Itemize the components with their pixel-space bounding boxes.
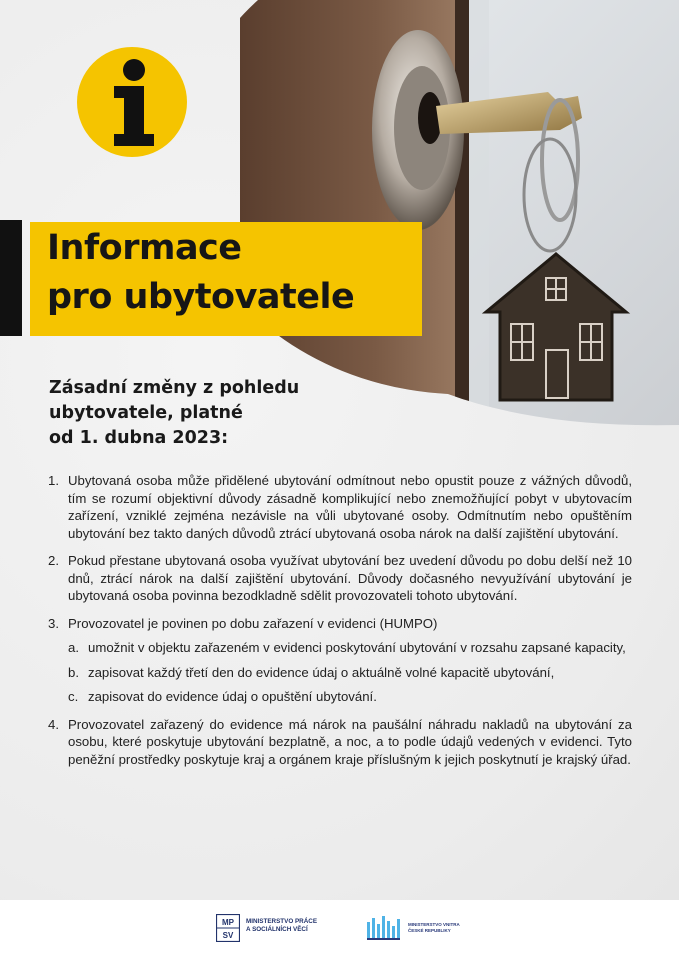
- page-title-line1: Informace: [47, 228, 242, 268]
- subtitle-line3: od 1. dubna 2023:: [49, 428, 229, 448]
- list-item-number: 3.: [48, 615, 59, 631]
- mpsv-name-line1: MINISTERSTVO PRÁCE: [246, 918, 318, 925]
- list-item-text: Provozovatel zařazený do evidence má nárok na paušální náhradu nakladů na ubytování za osobu, které poskytuje ubytování bezplatně, a noc, a to podle údajů vedených v evidenci. Tyto peněžní prostředky poskytuje kraj a orgánem kraje příslušným k jejich poskytnutí je krajský úřad.: [68, 716, 632, 767]
- changes-list: [48, 472, 632, 778]
- subtitle-line1: Zásadní změny z pohledu: [49, 378, 300, 398]
- list-item-text: Pokud přestane ubytovaná osoba využívat ubytování bez uvedení důvodu po dobu delší než 10 dnů, ztrácí nárok na další zajištění ubytování. Důvody dočasného nevyužívání ubytování je ubytovaná osoba povinna bezodkladně sdělit provozovateli tohoto ubytování.: [68, 553, 632, 603]
- list-item: [48, 472, 632, 542]
- sub-item: [68, 664, 632, 682]
- subtitle: [49, 376, 379, 451]
- list-item-number: 4.: [48, 716, 59, 732]
- list-item: [48, 615, 632, 706]
- mv-logo: [365, 912, 405, 942]
- sub-item-letter: c.: [68, 689, 79, 704]
- mpsv-name-line2: A SOCIÁLNÍCH VĚCÍ: [246, 926, 308, 933]
- sub-item-letter: a.: [68, 640, 79, 655]
- sub-item-letter: b.: [68, 664, 79, 680]
- list-item: [48, 716, 632, 769]
- mpsv-name: [246, 918, 317, 934]
- sub-item: [68, 639, 632, 657]
- sub-item: [68, 688, 632, 706]
- list-item-text: Ubytovaná osoba může přidělené ubytování odmítnout nebo opustit pouze z vážných důvodů, tím se rozumí objektivní důvody zásadně komplikující nebo znemožňující pobyt v ubytovacím zařízení, vzniklé zejména nezávisle na vůli ubytované osoby. Odmítnutím nebo opuštěním ubytování bez takto daných důvodů ztrácí ubytovaná osoba nárok na další zajištění ubytování.: [68, 473, 632, 541]
- info-icon: [76, 46, 188, 158]
- list-item-text: Provozovatel je povinen po dobu zařazení v evidenci (HUMPO): [68, 615, 438, 631]
- svg-text:SV: SV: [222, 931, 234, 940]
- sub-item-text: zapisovat do evidence údaj o opuštění ubytování.: [88, 689, 377, 704]
- subtitle-line2: ubytovatele, platné: [49, 403, 243, 423]
- list-item-number: 1.: [48, 473, 59, 488]
- sub-item-text: umožnit v objektu zařazeném v evidenci poskytování ubytování v rozsahu zapsané kapacity,: [88, 640, 626, 655]
- title-accent-bar: [0, 220, 22, 336]
- mv-name-line2: ČESKÉ REPUBLIKY: [408, 928, 451, 933]
- footer: [0, 900, 679, 960]
- svg-text:MP: MP: [222, 918, 234, 927]
- list-item-number: 2.: [48, 553, 59, 568]
- mv-name-line1: MINISTERSTVO VNITRA: [408, 922, 460, 927]
- sub-item-text: zapisovat každý třetí den do evidence údaj o aktuálně volné kapacitě ubytování,: [88, 664, 555, 680]
- page-title-line2: pro ubytovatele: [47, 277, 355, 317]
- mpsv-logo: [216, 914, 240, 942]
- mv-name: [408, 922, 460, 934]
- title-box: [30, 222, 422, 336]
- list-item: [48, 552, 632, 605]
